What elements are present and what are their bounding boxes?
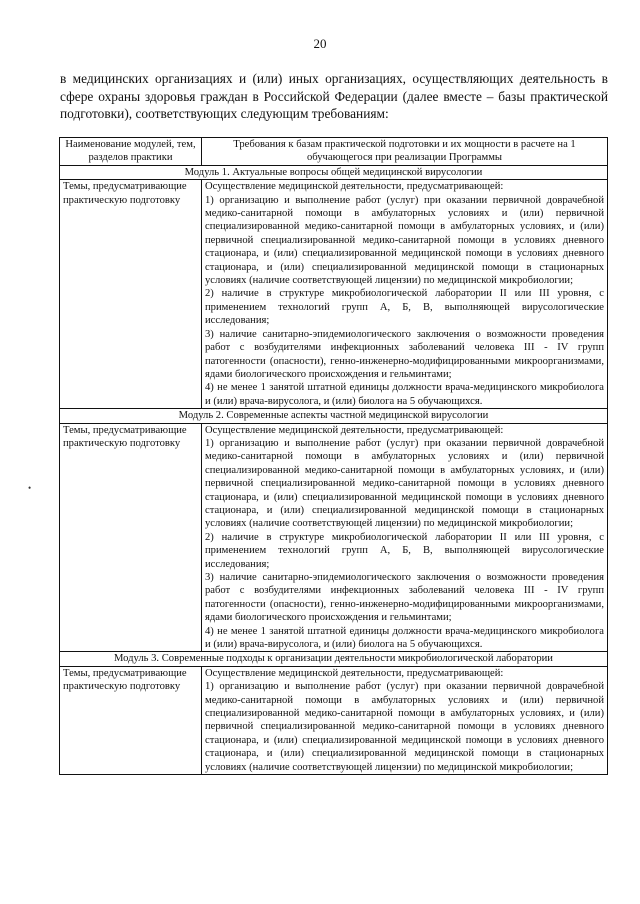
table-header-row [60,138,608,166]
module-row [60,165,608,179]
requirement-item: 1) организацию и выполнение работ (услуг) при оказании первичной доврачебной медико-санитарной помощи в амбулаторных условиях и (или) первичной специализированной медико-санитарной помощи в амбулаторных условиях, и (или) первичной специализированной медико-санитарной помощи в условиях дневного стационара, и (или) специализированной медицинской помощи в условиях дневного стационара, и (или) специализированной медицинской помощи в стационарных условиях (наличие соответствующей лицензии) по медицинской микробиологии; [205,437,604,530]
requirement-item: 2) наличие в структуре микробиологической лаборатории II или III уровня, с применением технологий групп А, Б, В, выполняющей вирусологические исследования; [205,288,604,327]
topic-cell: Темы, предусматривающие практическую подготовку [60,666,202,774]
topic-cell: Темы, предусматривающие практическую подготовку [60,423,202,652]
requirement-item: 4) не менее 1 занятой штатной единицы должности врача-медицинского микробиолога и (или) врача-вирусолога, и (или) биолога на 5 обучающихся. [205,625,604,651]
requirements-cell [202,180,608,409]
requirement-item: 1) организацию и выполнение работ (услуг) при оказании первичной доврачебной медико-санитарной помощи в амбулаторных условиях и (или) первичной специализированной медико-санитарной помощи в амбулаторных условиях, и (или) первичной специализированной медико-санитарной помощи в условиях дневного стационара, и (или) специализированной медицинской помощи в условиях дневного стационара, и (или) специализированной медицинской помощи в стационарных условиях (наличие соответствующей лицензии) по медицинской микробиологии; [205,681,604,773]
requirement-item: 4) не менее 1 занятой штатной единицы должности врача-медицинского микробиолога и (или) врача-вирусолога, и (или) биолога на 5 обучающихся. [205,382,604,407]
requirements-lead: Осуществление медицинской деятельности, предусматривающей: [205,424,504,436]
margin-mark: • [28,483,32,493]
module-title: Модуль 3. Современные подходы к организации деятельности микробиологической лаборатории [60,652,608,666]
header-modules: Наименование модулей, тем, разделов практики [60,138,202,166]
module-row [60,409,608,423]
requirement-item: 2) наличие в структуре микробиологической лаборатории II или III уровня, с применением технологий групп А, Б, В, выполняющей вирусологические исследования; [205,531,604,570]
module-title: Модуль 2. Современные аспекты частной медицинской вирусологии [60,409,608,423]
requirements-cell [202,666,608,774]
requirement-item: 3) наличие санитарно-эпидемиологического заключения о возможности проведения работ с возбудителями инфекционных заболеваний человека III - IV групп патогенности (опасности), генно-инженерно-модифицированными микроорганизмами, ядами биологического происхождения и гельминтами; [205,328,604,380]
requirement-item: 3) наличие санитарно-эпидемиологического заключения о возможности проведения работ с возбудителями инфекционных заболеваний человека III - IV групп патогенности (опасности), генно-инженерно-модифицированными микроорганизмами, ядами биологического происхождения и гельминтами; [205,572,604,624]
intro-paragraph: в медицинских организациях и (или) иных организациях, осуществляющих деятельность в сфере охраны здоровья граждан в Российской Федерации (далее вместе – базы практической подготовки), соответствующих следующим требованиям: [60,71,608,121]
requirements-lead: Осуществление медицинской деятельности, предусматривающей: [205,181,504,193]
module-title: Модуль 1. Актуальные вопросы общей медицинской вирусологии [60,165,608,179]
requirements-table [59,137,608,775]
header-requirements: Требования к базам практической подготовки и их мощности в расчете на 1 обучающегося при реализации Программы [202,138,608,166]
table-row [60,666,608,774]
table-row [60,423,608,652]
requirements-lead: Осуществление медицинской деятельности, предусматривающей: [205,667,504,679]
requirement-item: 1) организацию и выполнение работ (услуг) при оказании первичной доврачебной медико-санитарной помощи в амбулаторных условиях и (или) первичной специализированной медико-санитарной помощи в амбулаторных условиях, и (или) первичной специализированной медико-санитарной помощи в условиях дневного стационара, и (или) специализированной медицинской помощи в условиях дневного стационара, и (или) специализированной медицинской помощи в стационарных условиях (наличие соответствующей лицензии) по медицинской микробиологии; [205,194,604,287]
requirements-cell [202,423,608,652]
table-row [60,180,608,409]
topic-cell: Темы, предусматривающие практическую подготовку [60,180,202,409]
module-row [60,652,608,666]
page-number: 20 [313,36,327,51]
